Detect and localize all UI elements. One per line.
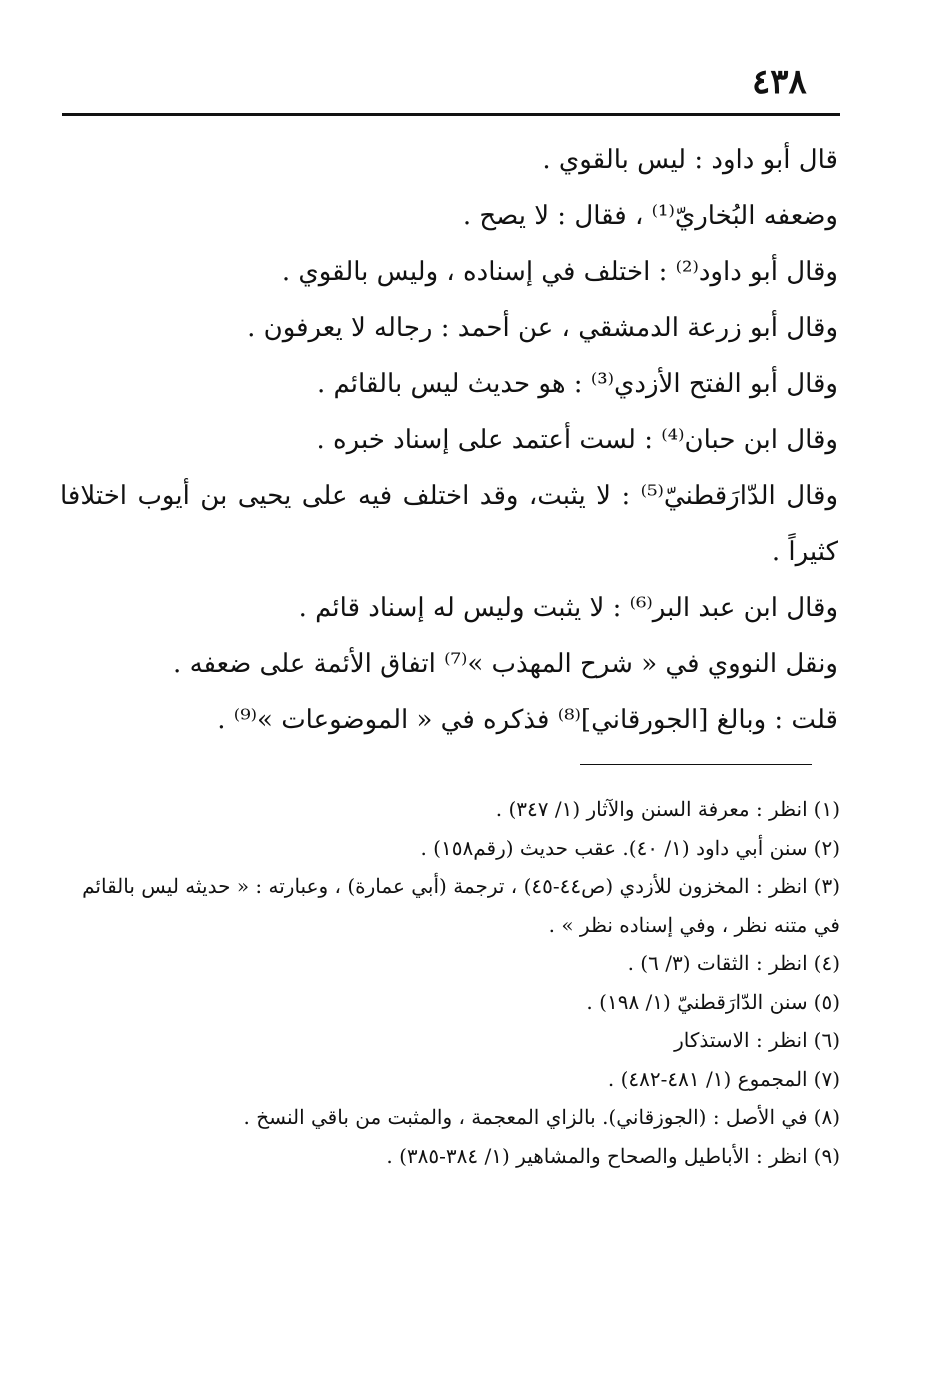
main-line: وضعفه البُخاريّ⁽¹⁾ ، فقال : لا يصح .: [462, 201, 838, 231]
main-line: وقال ابن حبان⁽⁴⁾ : لست أعتمد على إسناد خبره .: [316, 425, 838, 455]
footnote: [66, 829, 840, 868]
footnote: [66, 1098, 840, 1137]
footnote: [66, 1060, 840, 1099]
footnote: [66, 1021, 840, 1060]
footnote-text: انظر : معرفة السنن والآثار (١/ ٣٤٧) .: [495, 797, 808, 821]
footnote-number: (٦): [813, 1028, 840, 1052]
main-text: [60, 132, 838, 748]
footnote-text: انظر : المخزون للأزدي (ص٤٤-٤٥) ، ترجمة (أبي عمارة) ، وعبارته : « حديثه ليس بالقائم في متنه نظر ، وفي إسناده نظر » .: [82, 874, 840, 937]
footnote-text: انظر : الاستذكار: [674, 1028, 808, 1052]
footnote-number: (١): [813, 797, 840, 821]
footnote: [66, 790, 840, 829]
header-rule: [62, 113, 840, 116]
footnote-text: انظر : الثقات (٣/ ٦) .: [627, 951, 808, 975]
footnote-number: (٧): [813, 1066, 840, 1091]
main-line: قال أبو داود : ليس بالقوي .: [542, 145, 838, 175]
main-line: قلت : وبالغ [الجورقاني]⁽⁸⁾ فذكره في « الموضوعات »⁽⁹⁾ .: [217, 705, 838, 735]
footnotes: [66, 790, 840, 1175]
footnote-number: (٤): [813, 951, 840, 975]
main-line: وقال الدّارَقطنيّ⁽⁵⁾ : لا يثبت، وقد اختلف فيه على يحيى بن أيوب اختلافا كثيراً .: [60, 481, 838, 567]
footnote-text: انظر : الأباطيل والصحاح والمشاهير (١/ ٣٨٤-٣٨٥) .: [386, 1143, 808, 1168]
main-line: ونقل النووي في « شرح المهذب »⁽⁷⁾ اتفاق الأئمة على ضعفه .: [173, 649, 838, 679]
footnote-number: (٩): [813, 1143, 840, 1168]
main-line: وقال أبو زرعة الدمشقي ، عن أحمد : رجاله لا يعرفون .: [247, 313, 838, 343]
footnote: [66, 944, 840, 983]
page-number: ٤٣٨: [752, 62, 807, 102]
footnote: [66, 867, 840, 944]
main-line: وقال أبو الفتح الأزدي⁽³⁾ : هو حديث ليس بالقائم .: [316, 369, 838, 399]
footnote-text: المجموع (١/ ٤٨١-٤٨٢) .: [607, 1066, 808, 1091]
main-line: وقال ابن عبد البر⁽⁶⁾ : لا يثبت وليس له إسناد قائم .: [298, 593, 838, 623]
footnote-number: (٥): [813, 989, 840, 1014]
footnote-number: (٢): [813, 835, 840, 860]
footnote-separator: [580, 764, 812, 765]
main-line: وقال أبو داود⁽²⁾ : اختلف في إسناده ، وليس بالقوي .: [281, 257, 838, 287]
footnote-number: (٨): [813, 1105, 840, 1129]
footnote: [66, 983, 840, 1022]
footnote: [66, 1137, 840, 1176]
footnote-text: سنن أبي داود (١/ ٤٠). عقب حديث (رقم١٥٨) .: [420, 835, 808, 860]
footnote-text: في الأصل : (الجوزقاني). بالزاي المعجمة ، والمثبت من باقي النسخ .: [243, 1105, 808, 1129]
footnote-text: سنن الدّارَقطنيّ (١/ ١٩٨) .: [586, 989, 808, 1014]
footnote-number: (٣): [813, 874, 840, 898]
